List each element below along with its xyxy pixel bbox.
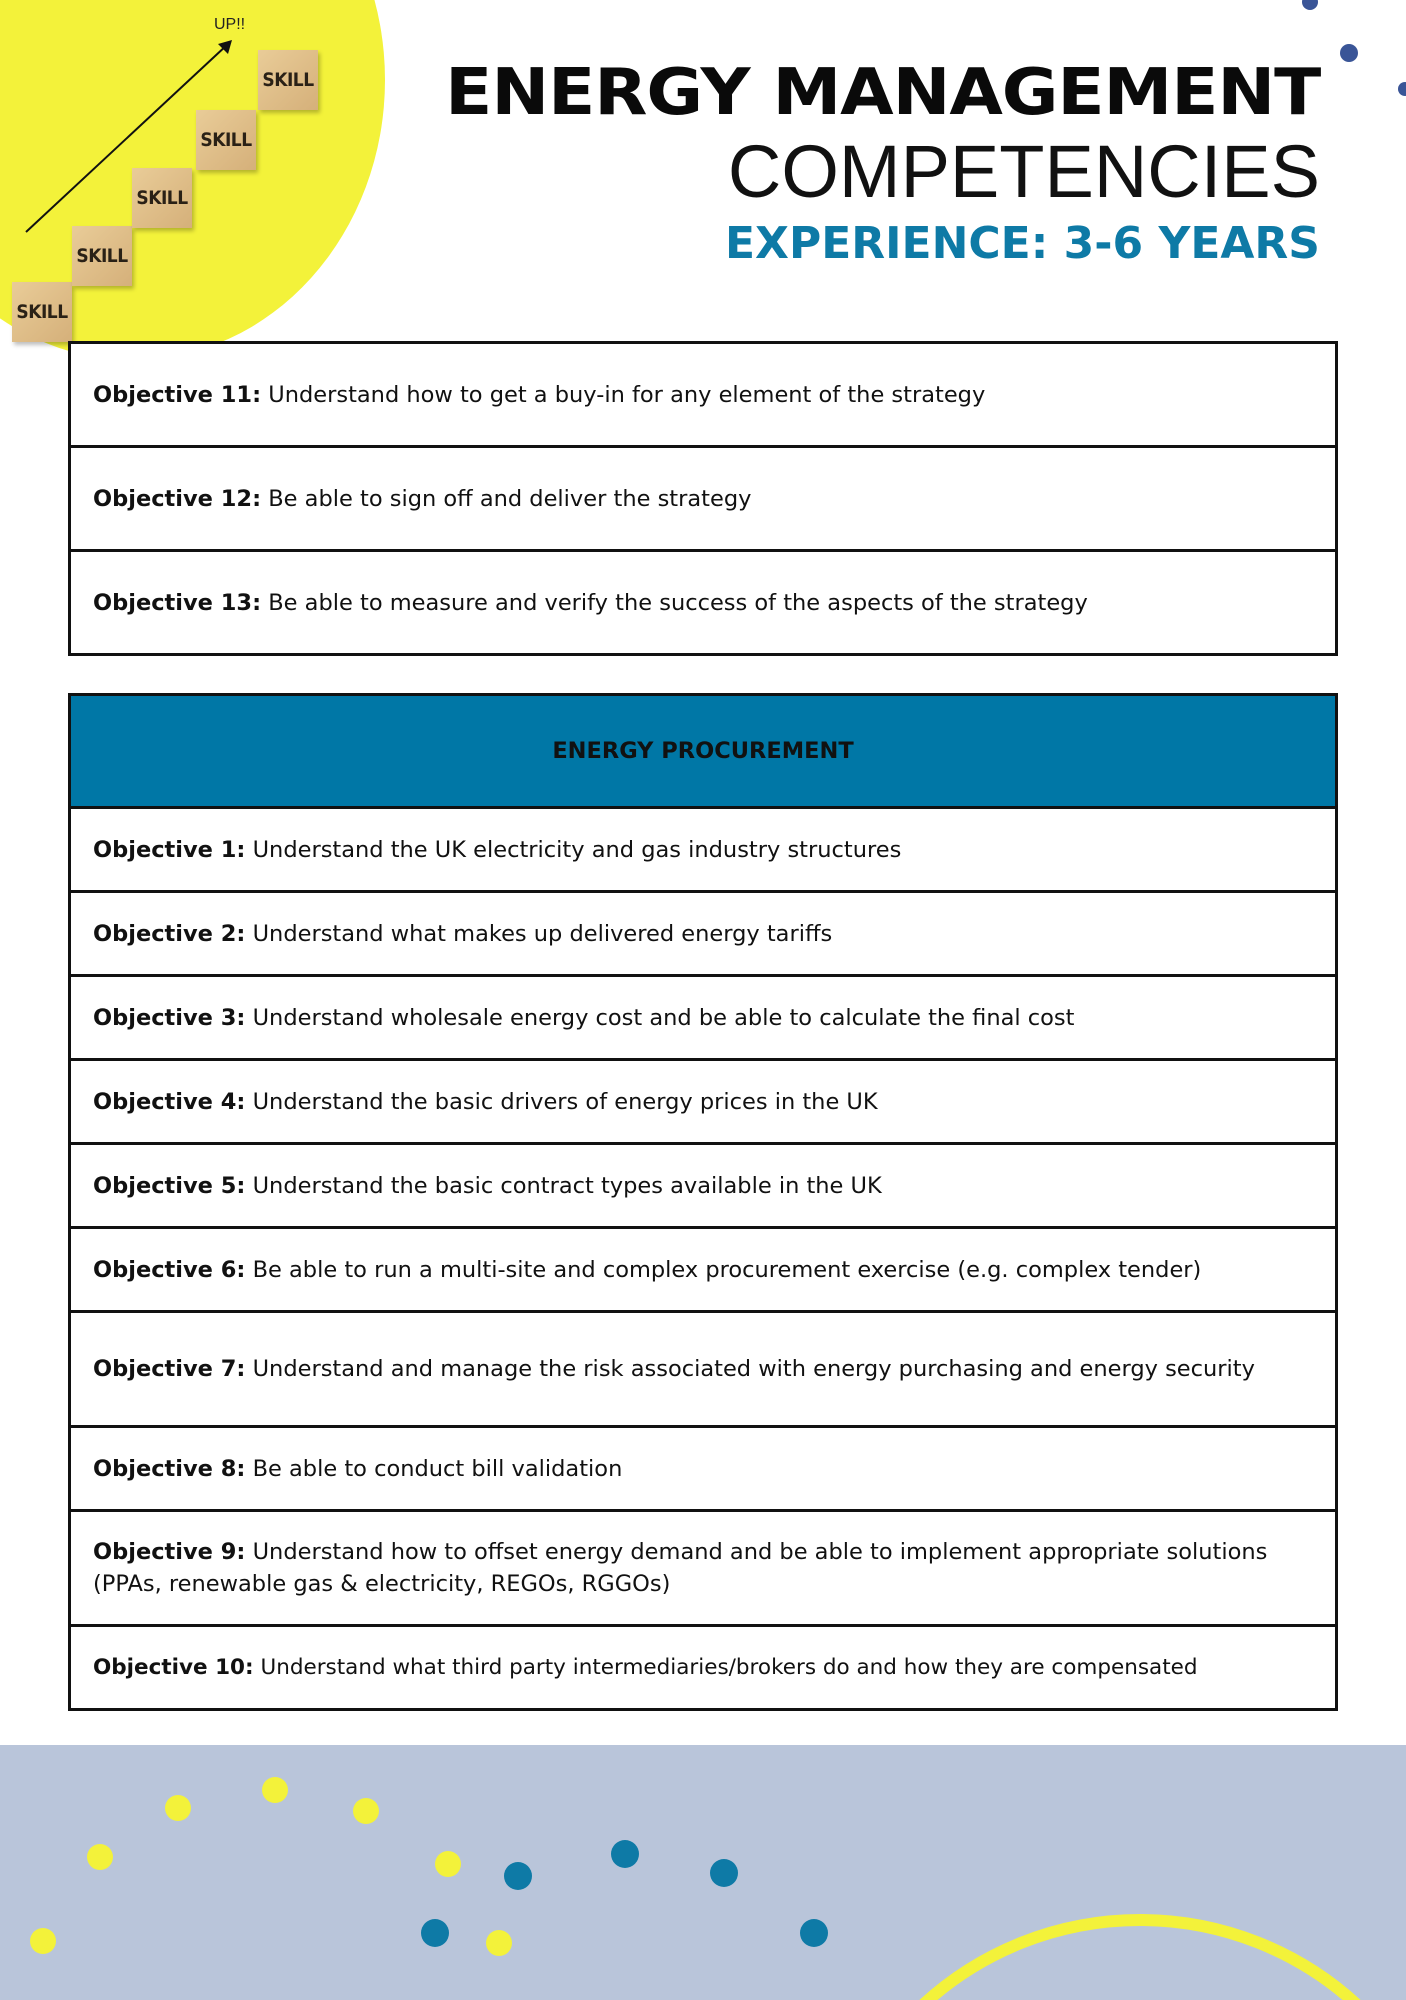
table-row (70, 892, 1337, 976)
table-row (70, 976, 1337, 1060)
objective-text: Understand the UK electricity and gas industry structures (245, 836, 902, 863)
objective-label: Objective 2: (93, 920, 246, 947)
table-row (70, 1060, 1337, 1144)
objective-text: Be able to conduct bill validation (245, 1455, 623, 1482)
objective-label: Objective 4: (93, 1088, 246, 1115)
objective-label: Objective 9: (93, 1539, 246, 1565)
objective-label: Objective 8: (93, 1455, 246, 1482)
table-row (70, 808, 1337, 892)
objective-label: Objective 13: (93, 589, 262, 616)
objective-label: Objective 6: (93, 1256, 246, 1283)
objective-label: Objective 3: (93, 1004, 246, 1031)
table-row (70, 1427, 1337, 1511)
objective-cell (70, 1312, 1337, 1427)
objective-cell (70, 1060, 1337, 1144)
objective-label: Objective 10: (93, 1654, 254, 1680)
objective-text: Understand what third party intermediaries/brokers do and how they are compensated (253, 1654, 1198, 1680)
skill-block: SKILL (12, 282, 72, 342)
objective-text: Understand how to get a buy-in for any element of the strategy (261, 381, 986, 408)
objective-text: Be able to sign off and deliver the strategy (261, 485, 752, 512)
skill-block: SKILL (196, 110, 256, 170)
table-row (70, 447, 1337, 551)
page-title: ENERGY MANAGEMENT (444, 56, 1320, 130)
objective-cell (70, 808, 1337, 892)
objective-cell (70, 551, 1337, 655)
objective-label: Objective 7: (93, 1356, 246, 1382)
objective-text: Understand wholesale energy cost and be able to calculate the final cost (245, 1004, 1075, 1031)
footer-dots-graphic (0, 1745, 1406, 2000)
skill-block: SKILL (258, 50, 318, 110)
page-title-secondary: COMPETENCIES (727, 130, 1320, 213)
table-row (70, 343, 1337, 447)
objective-cell (70, 1626, 1337, 1710)
skill-steps-illustration (0, 0, 360, 360)
objective-label: Objective 1: (93, 836, 246, 863)
table-row (70, 1312, 1337, 1427)
objective-cell (70, 1427, 1337, 1511)
objective-cell (70, 343, 1337, 447)
skill-block: SKILL (132, 168, 192, 228)
objective-text: Be able to measure and verify the success of the aspects of the strategy (261, 589, 1088, 616)
objective-cell (70, 1228, 1337, 1312)
objective-cell (70, 892, 1337, 976)
energy-procurement-table (68, 693, 1338, 1711)
decorative-dot (1302, 0, 1318, 10)
objective-label: Objective 12: (93, 485, 262, 512)
objective-text: Understand what makes up delivered energy tariffs (245, 920, 833, 947)
objective-label: Objective 11: (93, 381, 262, 408)
decorative-dot (1398, 82, 1406, 96)
objective-cell (70, 447, 1337, 551)
table-row (70, 551, 1337, 655)
experience-subtitle: EXPERIENCE: 3-6 YEARS (724, 218, 1320, 269)
section-header-row (70, 695, 1337, 808)
footer-decoration (0, 1745, 1406, 2000)
objective-text: Understand the basic contract types available in the UK (245, 1172, 882, 1199)
strategy-objectives-table (68, 341, 1338, 656)
objective-text: Understand and manage the risk associated with energy purchasing and energy security (245, 1356, 1255, 1382)
objective-text: Understand the basic drivers of energy prices in the UK (245, 1088, 878, 1115)
table-row (70, 1511, 1337, 1626)
page-header (444, 55, 1320, 273)
objective-label: Objective 5: (93, 1172, 246, 1199)
objective-cell (70, 1144, 1337, 1228)
objective-text: Be able to run a multi-site and complex procurement exercise (e.g. complex tender) (245, 1256, 1202, 1283)
table-row (70, 1144, 1337, 1228)
skill-block: SKILL (72, 226, 132, 286)
objective-text: Understand how to offset energy demand and be able to implement appropriate solutions (PPAs, renewable gas & electricity, REGOs, RGGOs) (93, 1539, 1268, 1597)
section-heading: ENERGY PROCUREMENT (70, 695, 1337, 808)
objective-cell (70, 1511, 1337, 1626)
decorative-dot (1340, 44, 1358, 62)
table-row (70, 1228, 1337, 1312)
table-row (70, 1626, 1337, 1710)
arrow-label: UP!! (214, 16, 246, 33)
objective-cell (70, 976, 1337, 1060)
